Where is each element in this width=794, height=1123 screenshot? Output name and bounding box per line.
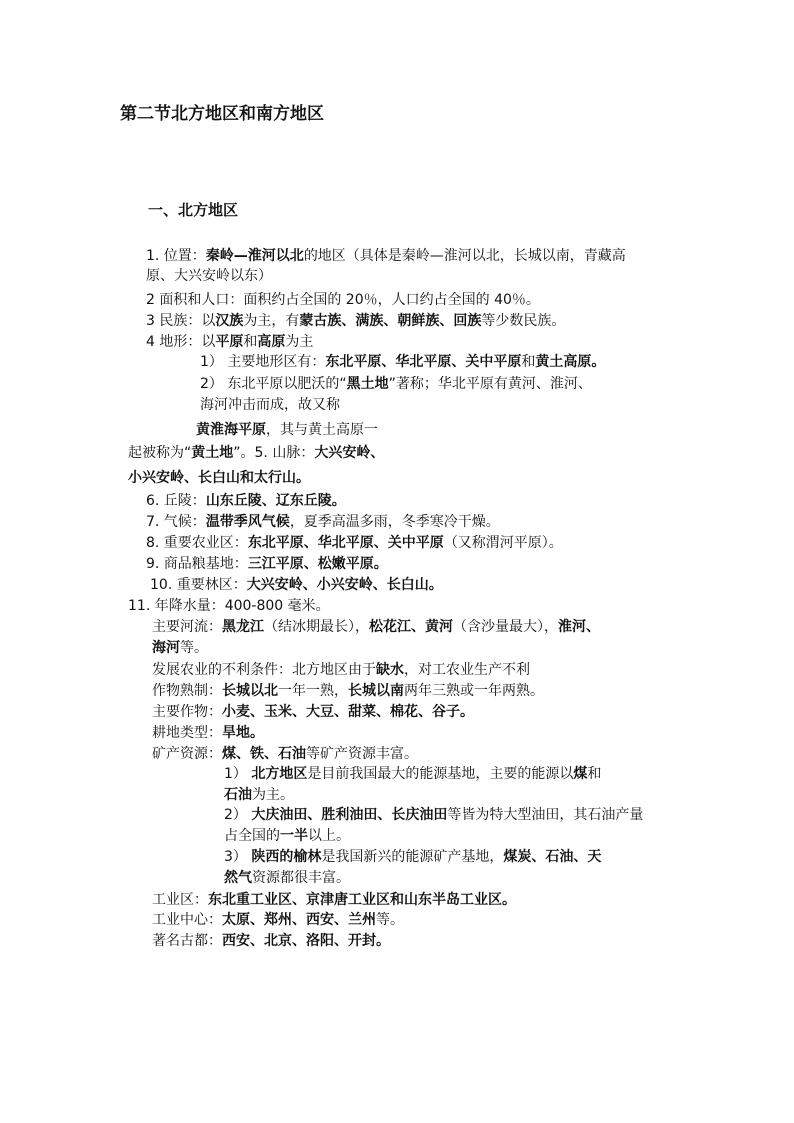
text-run: 工业中心： xyxy=(152,912,222,928)
bold-term: 海河 xyxy=(152,640,180,656)
text-run: 3） xyxy=(224,849,252,865)
text-run: 7. 气候： xyxy=(146,514,206,530)
text-line xyxy=(146,290,540,310)
bold-term: 东北平原、华北平原、关中平原 xyxy=(247,535,444,551)
text-run: 资源都很丰富。 xyxy=(252,870,350,886)
bold-term: 三江平原、松嫩平原。 xyxy=(247,556,388,572)
text-line xyxy=(146,246,626,266)
text-run: ”。5. 山脉： xyxy=(233,445,315,461)
text-run: 两年三熟或一年两熟。 xyxy=(404,683,544,699)
bold-term: 缺水 xyxy=(376,662,404,678)
text-line xyxy=(152,638,208,658)
text-run: 海河冲击而成，故又称 xyxy=(200,397,340,413)
text-line xyxy=(128,443,384,463)
text-run: 等矿产资源丰富。 xyxy=(306,746,418,762)
text-run: 原、大兴安岭以东） xyxy=(146,268,272,284)
bold-term: 松花江、黄河 xyxy=(369,619,453,635)
bold-term: 秦岭—淮河以北 xyxy=(205,248,304,264)
text-line xyxy=(152,660,530,680)
text-run: 2） 东北平原以肥沃的“ xyxy=(200,376,347,392)
bold-term: 煤、铁、石油 xyxy=(222,746,306,762)
bold-term: 东北平原、华北平原、关中平原 xyxy=(325,354,522,370)
bold-term: 北方地区 xyxy=(251,766,308,782)
text-run: 耕地类型： xyxy=(152,725,222,741)
text-run: 为主，有 xyxy=(243,313,300,329)
text-run: 著名古都： xyxy=(152,933,222,949)
text-run: 以上。 xyxy=(308,828,350,844)
text-run: 4 地形：以 xyxy=(146,334,216,350)
text-run: 主要河流： xyxy=(152,619,222,635)
bold-term: 长城以北 xyxy=(222,683,278,699)
bold-term: 大兴安岭、 xyxy=(314,445,385,461)
text-run: 为主。 xyxy=(252,787,294,803)
text-line xyxy=(152,702,474,722)
bold-term: 石油 xyxy=(224,787,252,803)
text-line xyxy=(152,931,390,951)
text-run: 和 xyxy=(521,354,536,370)
bold-term: 黑龙江 xyxy=(222,619,264,635)
text-run: 矿产资源： xyxy=(152,746,222,762)
text-line xyxy=(146,533,563,553)
text-run: 为主 xyxy=(285,334,314,350)
text-line xyxy=(146,311,565,331)
text-run: ，夏季高温多雨，冬季寒冷干燥。 xyxy=(289,514,500,530)
text-line xyxy=(128,468,310,488)
text-line xyxy=(152,681,544,701)
bold-term: 陕西的榆林 xyxy=(251,849,322,865)
text-run: 一年一熟， xyxy=(278,683,348,699)
text-run: 9. 商品粮基地： xyxy=(146,556,248,572)
bold-term: 小麦、玉米、大豆、甜菜、棉花、谷子。 xyxy=(222,704,474,720)
text-line xyxy=(224,764,601,784)
text-line xyxy=(146,512,500,532)
text-line xyxy=(224,868,350,888)
text-run: 等。 xyxy=(180,640,208,656)
bold-term: 旱地。 xyxy=(222,725,264,741)
bold-term: 黄淮海平原 xyxy=(196,422,266,438)
bold-term: 黑土地 xyxy=(346,376,389,392)
text-run: 工业区： xyxy=(152,892,208,908)
text-run: （含沙量最大）， xyxy=(453,619,558,635)
bold-term: 东北重工业区、京津唐工业区和山东半岛工业区。 xyxy=(208,892,516,908)
text-run: 起被称为“ xyxy=(128,445,192,461)
bold-term: 淮河、 xyxy=(558,619,600,635)
text-run: 和 xyxy=(587,766,602,782)
text-run: 2 面积和人口：面积约占全国的 20％，人口约占全国的 40％。 xyxy=(146,292,540,308)
text-line xyxy=(128,596,330,616)
text-run: 的地区（具体是秦岭—淮河以北，长城以南，青藏高 xyxy=(303,248,626,264)
text-line xyxy=(152,744,418,764)
bold-term: 黄土高原。 xyxy=(535,354,606,370)
text-run: ，对工农业生产不利 xyxy=(404,662,530,678)
text-line xyxy=(152,890,516,910)
text-run: 是我国新兴的能源矿产基地， xyxy=(321,849,504,865)
text-run: （又称渭河平原）。 xyxy=(443,535,563,551)
text-run: ，其与黄土高原一 xyxy=(266,422,378,438)
bold-term: 山东丘陵、辽东丘陵。 xyxy=(205,493,346,509)
text-run: 是目前我国最大的能源基地，主要的能源以 xyxy=(307,766,574,782)
text-line xyxy=(152,910,404,930)
bold-term: 煤 xyxy=(573,766,588,782)
text-run: 占全国的 xyxy=(224,828,280,844)
text-line xyxy=(224,785,294,805)
bold-term: 大庆油田、胜利油田、长庆油田 xyxy=(251,807,448,823)
text-run: ”著称；华北平原有黄河、淮河、 xyxy=(388,376,592,392)
text-run: 发展农业的不利条件：北方地区由于 xyxy=(152,662,376,678)
bold-term: 汉族 xyxy=(215,313,244,329)
text-run: 等皆为特大型油田，其石油产量 xyxy=(447,807,644,823)
text-line xyxy=(200,395,340,415)
text-run: 等。 xyxy=(376,912,404,928)
text-run: 10. 重要林区： xyxy=(150,577,247,593)
text-run: 6. 丘陵： xyxy=(146,493,206,509)
text-run: 1） xyxy=(224,766,252,782)
text-line xyxy=(146,554,388,574)
bold-term: 黄土地 xyxy=(191,445,234,461)
text-line xyxy=(152,617,600,637)
text-run: 主要作物： xyxy=(152,704,222,720)
page-title: 第二节北方地区和南方地区 xyxy=(120,104,324,124)
text-run: 1） 主要地形区有： xyxy=(200,354,326,370)
text-run: （结冰期最长）， xyxy=(264,619,369,635)
bold-term: 大兴安岭、小兴安岭、长白山。 xyxy=(246,577,443,593)
text-line xyxy=(200,352,605,372)
section-heading: 一、北方地区 xyxy=(148,201,239,219)
text-line xyxy=(146,266,272,286)
text-line xyxy=(196,420,378,440)
bold-term: 然气 xyxy=(224,870,252,886)
text-line xyxy=(146,332,313,352)
bold-term: 温带季风气候 xyxy=(205,514,290,530)
text-run: 和 xyxy=(243,334,258,350)
bold-term: 太原、郑州、西安、兰州 xyxy=(222,912,376,928)
bold-term: 小兴安岭、长白山和太行山。 xyxy=(128,470,310,486)
bold-term: 煤炭、石油、天 xyxy=(503,849,602,865)
text-run: 等少数民族。 xyxy=(481,313,566,329)
bold-term: 西安、北京、洛阳、开封。 xyxy=(222,933,390,949)
text-run: 1. 位置： xyxy=(146,248,206,264)
bold-term: 高原 xyxy=(257,334,286,350)
bold-term: 蒙古族、满族、朝鲜族、回族 xyxy=(299,313,482,329)
bold-term: 一半 xyxy=(280,828,308,844)
text-run: 8. 重要农业区： xyxy=(146,535,248,551)
text-run: 3 民族：以 xyxy=(146,313,216,329)
bold-term: 平原 xyxy=(215,334,244,350)
text-line xyxy=(150,575,443,595)
text-run: 11. 年降水量：400-800 毫米。 xyxy=(128,598,330,614)
text-line xyxy=(200,374,592,394)
bold-term: 长城以南 xyxy=(348,683,404,699)
text-line xyxy=(224,847,601,867)
text-run: 作物熟制： xyxy=(152,683,222,699)
text-line xyxy=(152,723,264,743)
text-line xyxy=(224,826,350,846)
text-line xyxy=(146,491,346,511)
text-run: 2） xyxy=(224,807,252,823)
text-line xyxy=(224,805,643,825)
